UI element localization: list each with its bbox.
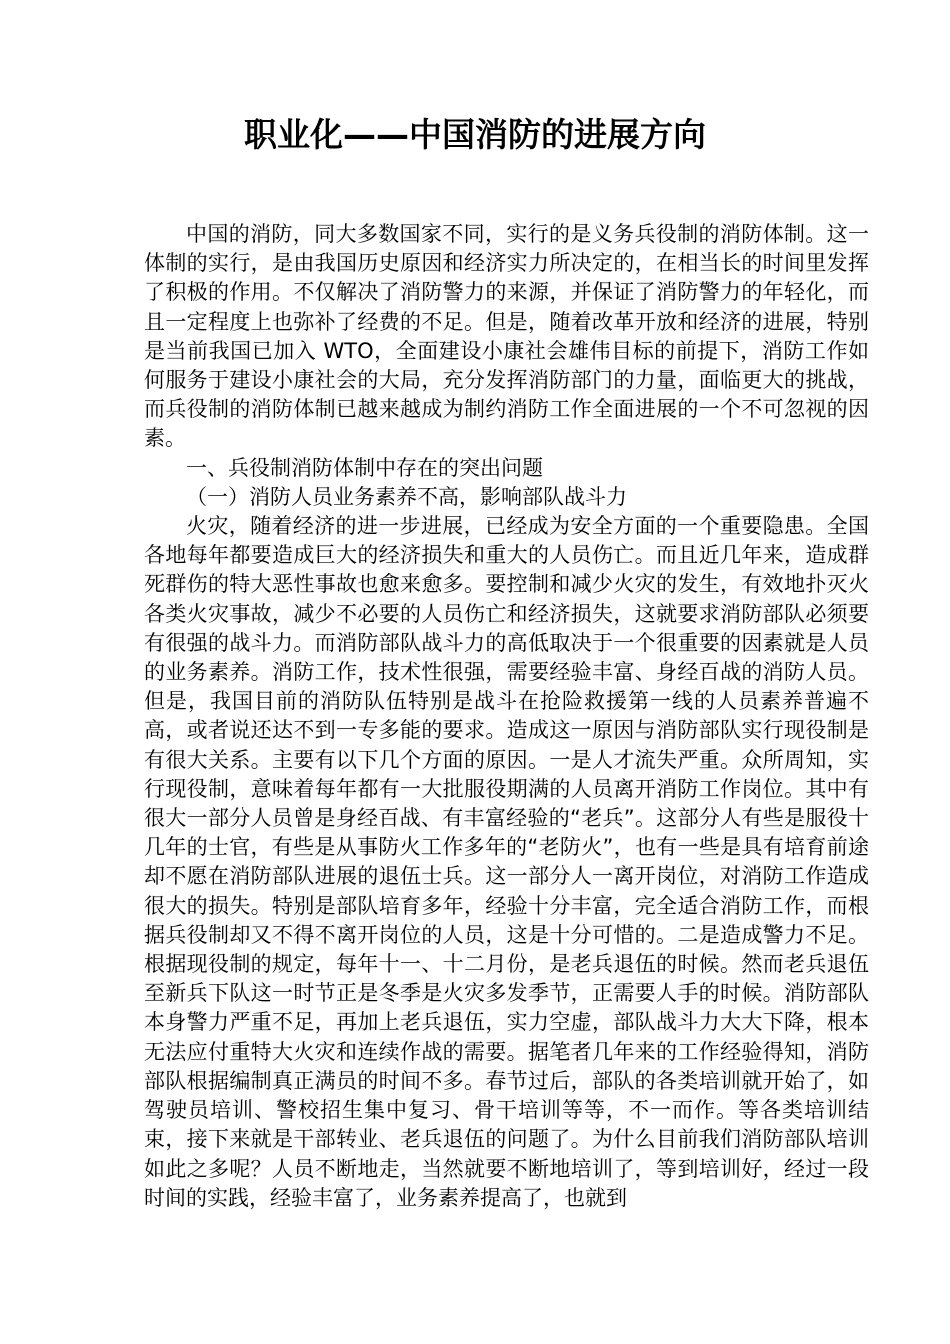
document-body bbox=[144, 220, 869, 1213]
document-title: 职业化——中国消防的进展方向 bbox=[244, 115, 706, 154]
intro-paragraph: 中国的消防，同大多数国家不同，实行的是义务兵役制的消防体制。这一体制的实行，是由我国历史原因和经济实力所决定的，在相当长的时间里发挥了积极的作用。不仅解决了消防警力的来源，并保证了消防警力的年轻化，而且一定程度上也弥补了经费的不足。但是，随着改革开放和经济的进展，特别是当前我国已加入 WTO，全面建设小康社会雄伟目标的前提下，消防工作如何服务于建设小康社会的大局，充分发挥消防部门的力量，面临更大的挑战，而兵役制的消防体制已越来越成为制约消防工作全面进展的一个不可忽视的因素。 bbox=[144, 222, 869, 451]
subsection-heading: （一）消防人员业务素养不高，影响部队战斗力 bbox=[186, 484, 627, 509]
section-heading: 一、兵役制消防体制中存在的突出问题 bbox=[186, 455, 543, 480]
body-paragraph: 火灾，随着经济的进一步进展，已经成为安全方面的一个重要隐患。全国各地每年都要造成巨大的经济损失和重大的人员伤亡。而且近几年来，造成群死群伤的特大恶性事故也愈来愈多。要控制和减少火灾的发生，有效地扑灭火各类火灾事故，减少不必要的人员伤亡和经济损失，这就要求消防部队必须要有很强的战斗力。而消防部队战斗力的高低取决于一个很重要的因素就是人员的业务素养。消防工作，技术性很强，需要经验丰富、身经百战的消防人员。但是，我国目前的消防队伍特别是战斗在抢险救援第一线的人员素养普遍不高，或者说还达不到一专多能的要求。造成这一原因与消防部队实行现役制是有很大关系。主要有以下几个方面的原因。一是人才流失严重。众所周知，实行现役制，意味着每年都有一大批服役期满的人员离开消防工作岗位。其中有很大一部分人员曾是身经百战、有丰富经验的“老兵”。这部分人有些是服役十几年的士官，有些是从事防火工作多年的“老防火”，也有一些是具有培育前途却不愿在消防部队进展的退伍士兵。这一部分人一离开岗位，对消防工作造成很大的损失。特别是部队培育多年，经验十分丰富，完全适合消防工作，而根据兵役制却又不得不离开岗位的人员，这是十分可惜的。二是造成警力不足。根据现役制的规定，每年十一、十二月份，是老兵退伍的时候。然而老兵退伍至新兵下队这一时节正是冬季是火灾多发季节，正需要人手的时候。消防部队本身警力严重不足，再加上老兵退伍，实力空虚，部队战斗力大大下降，根本无法应付重特大火灾和连续作战的需要。据笔者几年来的工作经验得知，消防部队根据编制真正满员的时间不多。春节过后，部队的各类培训就开始了，如驾驶员培训、警校招生集中复习、骨干培训等等，不一而作。等各类培训结束，接下来就是干部转业、老兵退伍的问题了。为什么目前我们消防部队培训如此之多呢？人员不断地走，当然就要不断地培训了，等到培训好，经过一段时间的实践，经验丰富了，业务素养提高了，也就到 bbox=[144, 514, 869, 1210]
